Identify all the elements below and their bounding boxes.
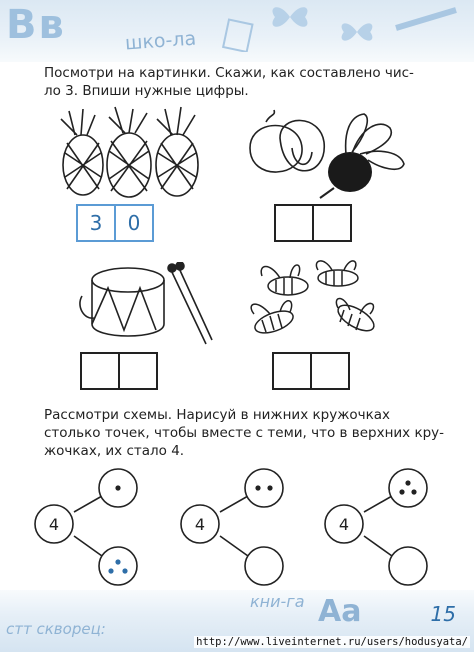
footer-word-book: кни-га xyxy=(250,592,305,611)
task1-line-2: ло 3. Впиши нужные цифры. xyxy=(44,83,249,99)
pencil-icon xyxy=(392,4,462,34)
drum-picture xyxy=(78,262,218,352)
footer-word-starling: стт скворец: xyxy=(6,620,106,638)
header-word: шко-ла xyxy=(124,27,197,55)
scheme-3 xyxy=(320,462,440,592)
top-circle[interactable] xyxy=(245,469,283,507)
scheme-1 xyxy=(30,462,150,592)
pineapples-picture xyxy=(55,105,205,200)
butterfly-icon xyxy=(335,18,379,46)
bottom-circle[interactable] xyxy=(245,547,283,585)
answer-cell-left[interactable] xyxy=(82,354,118,388)
task1-line-1: Посмотри на картинки. Скажи, как составлено чис- xyxy=(44,65,414,81)
answer-box-bees xyxy=(272,352,350,390)
page-number: 15 xyxy=(430,602,456,626)
watermark-url: http://www.liveinternet.ru/users/hodusyata/ xyxy=(196,636,468,648)
top-banner xyxy=(0,0,474,62)
task2-line-2: столько точек, чтобы вместе с теми, что в верхних кру- xyxy=(44,425,445,441)
task2-line-3: жочках, их стало 4. xyxy=(44,443,185,459)
bees-picture xyxy=(240,258,390,350)
task2-line-1: Рассмотри схемы. Нарисуй в нижних кружочках xyxy=(44,407,391,423)
scheme-root-number: 4 xyxy=(48,515,60,534)
answer-cell-left[interactable]: 3 xyxy=(89,211,103,235)
answer-cell-right[interactable] xyxy=(310,354,348,388)
butterfly-icon xyxy=(265,2,315,32)
bottom-circle[interactable] xyxy=(99,547,137,585)
top-circle[interactable] xyxy=(389,469,427,507)
book-icon xyxy=(222,18,256,52)
bottom-circle[interactable] xyxy=(389,547,427,585)
task2-instruction xyxy=(44,406,454,460)
answer-box-vegetables xyxy=(274,204,352,242)
scheme-root-number: 4 xyxy=(338,515,350,534)
answer-box-pineapples xyxy=(76,204,154,242)
header-big-letters: Вв xyxy=(6,2,66,48)
answer-cell-right[interactable]: 0 xyxy=(114,206,152,240)
scheme-2 xyxy=(176,462,296,592)
scheme-root-number: 4 xyxy=(194,515,206,534)
answer-cell-right[interactable] xyxy=(118,354,156,388)
task1-instruction xyxy=(44,64,444,100)
answer-box-drum xyxy=(80,352,158,390)
footer-word-letters: Аа xyxy=(318,594,362,629)
answer-cell-left[interactable] xyxy=(276,206,312,240)
answer-cell-left[interactable] xyxy=(274,354,310,388)
vegetables-picture xyxy=(240,108,410,200)
answer-cell-right[interactable] xyxy=(312,206,350,240)
